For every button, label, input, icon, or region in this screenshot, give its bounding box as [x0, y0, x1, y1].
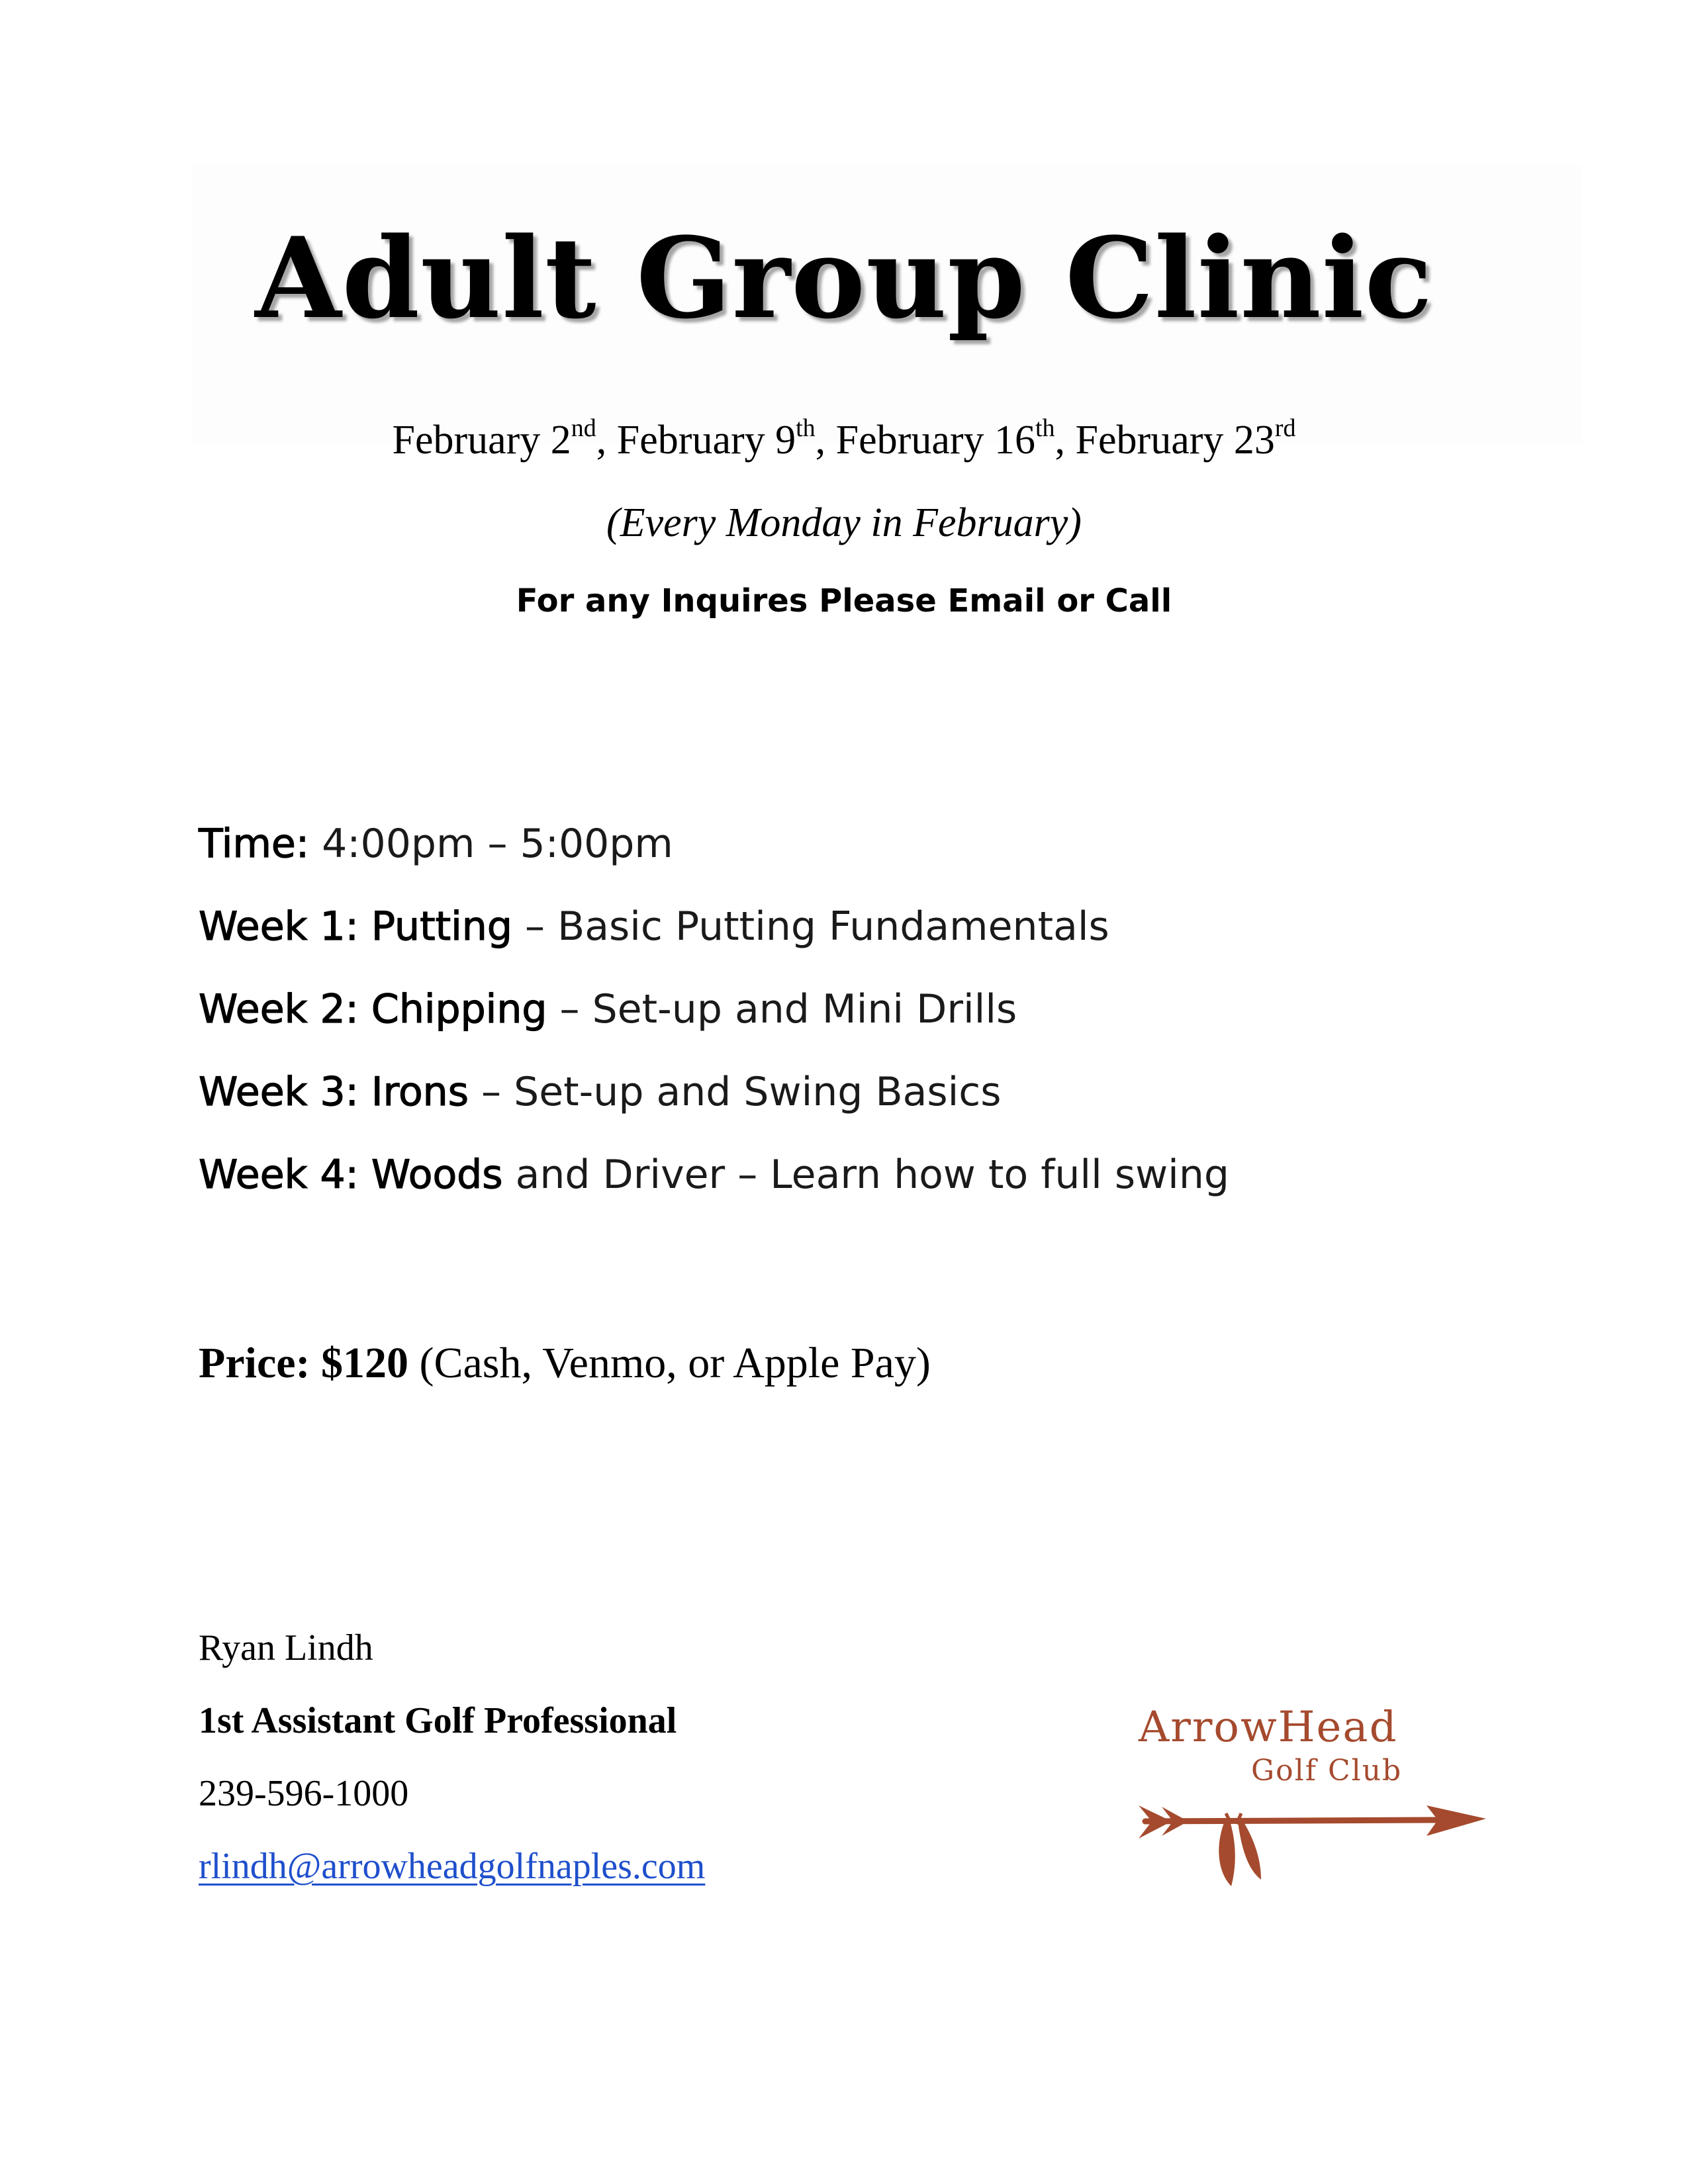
week-row [199, 1062, 1002, 1122]
week-description: – Set-up and Mini Drills [547, 986, 1017, 1032]
email-link[interactable]: rlindh@arrowheadgolfnaples.com [199, 1846, 706, 1887]
payment-methods: (Cash, Venmo, or Apple Pay) [408, 1339, 931, 1387]
week-topic: Chipping [371, 986, 547, 1032]
time-row [199, 814, 673, 874]
contact-role: 1st Assistant Golf Professional [199, 1700, 677, 1741]
arrow-feather-icon [1125, 1787, 1496, 1893]
week-description: – Set-up and Swing Basics [468, 1069, 1002, 1115]
price-line [199, 1330, 931, 1396]
week-description: and Driver – Learn how to full swing [502, 1152, 1229, 1198]
week-label: Week 4: [199, 1152, 371, 1198]
every-monday-note: (Every Monday in February) [606, 500, 1082, 545]
clinic-dates [0, 410, 1688, 470]
week-topic: Irons [371, 1069, 469, 1115]
week-topic: Woods [371, 1152, 503, 1198]
week-row [199, 979, 1017, 1039]
contact-email-row [199, 1840, 705, 1893]
week-label: Week 1: [199, 903, 371, 950]
contact-phone[interactable]: 239-596-1000 [199, 1773, 409, 1814]
week-label: Week 3: [199, 1069, 371, 1115]
week-label: Week 2: [199, 986, 371, 1032]
page-title: Adult Group Clinic [255, 212, 1433, 343]
arrowhead-logo [1125, 1701, 1496, 1893]
date-4: February 23rd [1075, 414, 1296, 463]
date-3: February 16th, [835, 414, 1076, 463]
inquiry-line: For any Inquires Please Email or Call [516, 582, 1172, 619]
price-label: Price: $120 [199, 1339, 409, 1387]
contact-name: Ryan Lindh [199, 1627, 373, 1668]
logo-line-1: ArrowHead [1139, 1703, 1398, 1752]
date-2: February 9th, [616, 414, 836, 463]
logo-line-2: Golf Club [1251, 1754, 1403, 1788]
date-1: February 2nd, [392, 414, 617, 463]
time-label: Time: [199, 821, 310, 867]
week-row [199, 1145, 1229, 1205]
week-description: – Basic Putting Fundamentals [512, 903, 1109, 950]
week-topic: Putting [371, 903, 512, 950]
week-row [199, 897, 1109, 956]
time-value: 4:00pm – 5:00pm [309, 821, 673, 867]
